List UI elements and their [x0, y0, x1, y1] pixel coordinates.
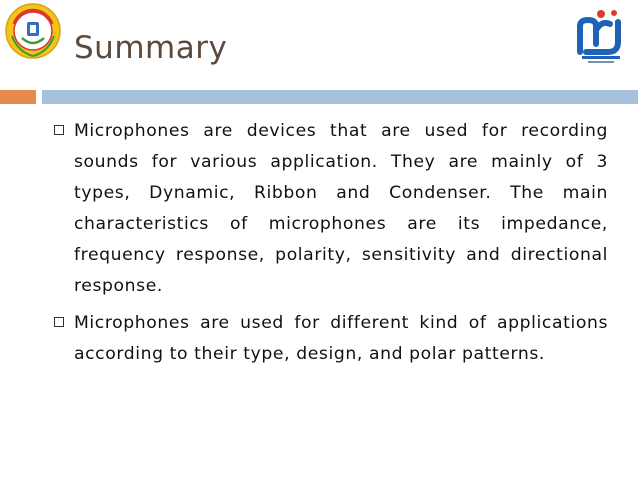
bullet-item — [48, 308, 608, 370]
title-band-accent — [0, 90, 36, 104]
nehru-group-logo-icon — [572, 8, 630, 66]
college-seal-icon — [4, 2, 62, 60]
slide-title: Summary — [74, 30, 228, 66]
bullet-item — [48, 116, 608, 302]
title-band — [42, 90, 638, 104]
bullet-text: Microphones are used for different kind of applications according to their type, design, and polar patterns. — [74, 313, 608, 364]
square-bullet-icon — [54, 317, 64, 327]
bullet-list — [48, 116, 608, 376]
square-bullet-icon — [54, 125, 64, 135]
bullet-text: Microphones are devices that are used for recording sounds for various application. They are mainly of 3 types, Dynamic, Ribbon and Condenser. The main characteristics of microphones are its impedance, frequency response, polarity, sensitivity and directional response. — [74, 121, 608, 296]
